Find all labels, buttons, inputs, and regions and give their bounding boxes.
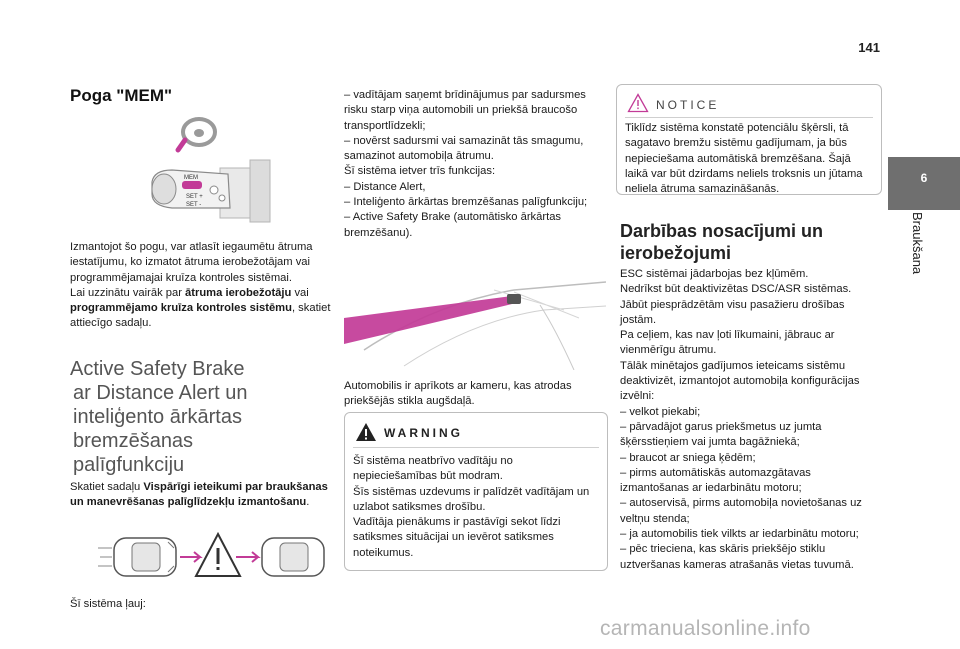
watermark: carmanualsonline.info bbox=[600, 617, 811, 640]
leading-car-icon bbox=[262, 538, 324, 576]
list-item: – braucot ar sniega ķēdēm; bbox=[620, 451, 756, 464]
see-section-paragraph bbox=[70, 480, 332, 511]
list-item: – Distance Alert, bbox=[344, 180, 426, 193]
chapter-tab[interactable] bbox=[888, 157, 960, 210]
divider bbox=[353, 447, 599, 448]
warning-line: Šīs sistēmas uzdevums ir palīdzēt vadītājam un uzlabot satiksmes drošību. bbox=[353, 485, 590, 513]
conditions-list bbox=[620, 267, 882, 573]
camera-beam bbox=[344, 296, 512, 344]
list-item: – velkot piekabi; bbox=[620, 405, 701, 418]
link-general-recommendations: Vispārīgi ieteikumi par braukšanas un manevrēšanas palīglīdzekļu izmantošanu bbox=[70, 481, 328, 509]
system-allows-text: Šī sistēma ļauj: bbox=[70, 598, 146, 610]
notice-icon bbox=[627, 93, 649, 113]
chapter-title bbox=[912, 212, 926, 302]
stalk-label-mem: MEM bbox=[184, 175, 198, 181]
heading-active-safety-brake bbox=[70, 357, 332, 477]
mem-stalk-illustration bbox=[150, 110, 280, 235]
chapter-title-text: Braukšana bbox=[910, 212, 925, 275]
functions-list bbox=[344, 88, 606, 241]
warning-line: Šī sistēma neatbrīvo vadītāju no nepieciešamības būt modram. bbox=[353, 455, 513, 483]
list-item: ESC sistēmai jādarbojas bez kļūmēm. bbox=[620, 268, 809, 280]
list-item: Pa ceļiem, kas nav ļoti līkumaini, jābrauc ar vienmērīgu ātrumu. bbox=[620, 329, 835, 357]
heading-line: Darbības nosacījumi un bbox=[620, 221, 824, 241]
list-item: Nedrīkst būt deaktivizētas DSC/ASR sistēmas. bbox=[620, 283, 852, 296]
heading-line: Active Safety Brake bbox=[70, 358, 245, 380]
list-item: – Inteliģento ārkārtas bremzēšanas palīgfunkciju; bbox=[344, 196, 588, 209]
warning-title: WARNING bbox=[384, 426, 463, 440]
warning-line: Vadītāja pienākums ir pastāvīgi sekot līdzi satiksmes situācijai un ievērot satiksmes noteikumus. bbox=[353, 516, 561, 559]
list-item: – novērst sadursmi vai samazināt tās smagumu, samazinot automobiļa ātrumu. bbox=[344, 134, 584, 163]
list-item: – autoservisā, pirms automobiļa novietošanas uz veltņu stenda; bbox=[620, 497, 862, 525]
page-number: 141 bbox=[858, 40, 880, 55]
link-speed-limiter: ātruma ierobežotāju bbox=[185, 286, 292, 299]
heading-conditions-limitations bbox=[620, 220, 882, 264]
list-item: – pirms automātiskās automazgātavas izmantošanas ar iedarbinātu motoru; bbox=[620, 466, 811, 495]
chapter-number: 6 bbox=[920, 171, 928, 185]
collision-warning-illustration bbox=[98, 530, 330, 584]
mem-paragraph-part: vai bbox=[291, 286, 309, 299]
notice-body: Tiklīdz sistēma konstatē potenciālu šķērsli, tā sagatavo bremžu sistēmu gadījumam, ja būs nepieciešama automātiskā bremzēšana. Šajā laikā var būt dzirdams neliels troksnis un jūtama neliela ātruma samazināšanās. bbox=[625, 122, 863, 196]
link-cruise-control: programmējamo kruīza kontroles sistēmu bbox=[70, 302, 292, 315]
notice-title: NOTICE bbox=[656, 98, 720, 112]
divider bbox=[625, 117, 873, 118]
list-item: – ja automobilis tiek vilkts ar iedarbinātu motoru; bbox=[620, 528, 859, 541]
list-item: – pēc trieciena, kas skāris priekšējo stiklu uztveršanas kameras atrašanās vietas tuvumā. bbox=[620, 543, 854, 571]
mem-paragraph-part: Lai uzzinātu vairāk par bbox=[70, 286, 186, 299]
list-item: – vadītājam saņemt brīdinājumus par sadursmes risku starp viņa automobili un priekšā braucošo transportlīdzekli; bbox=[344, 89, 586, 132]
list-item: Šī sistēma ietver trīs funkcijas: bbox=[344, 165, 496, 178]
heading-line: bremzēšanas bbox=[73, 430, 194, 452]
list-item: Jābūt piesprādzētām visu pasažieru drošības jostām. bbox=[620, 298, 845, 326]
heading-line: ar Distance Alert un bbox=[73, 382, 248, 404]
warning-box bbox=[344, 412, 608, 571]
warning-body bbox=[353, 454, 599, 561]
see-section-part: . bbox=[306, 496, 310, 509]
notice-box bbox=[616, 84, 882, 195]
warning-triangle-icon bbox=[196, 534, 240, 576]
mem-paragraph-intro: Izmantojot šo pogu, var atlasīt iegaumētu ātruma iestatījumu, ko izmatot ātruma ierobežotājam vai programmējamajai kruīza kontroles sistēmai. bbox=[70, 241, 313, 284]
following-car-icon bbox=[98, 538, 176, 576]
list-item: – Active Safety Brake (automātisko ārkārtas bremzēšanu). bbox=[344, 211, 562, 239]
mem-paragraph bbox=[70, 240, 332, 332]
steering-wheel-icon bbox=[178, 119, 215, 150]
stalk-label-set-minus: SET - bbox=[186, 202, 202, 208]
heading-mem: Poga "MEM" bbox=[70, 86, 173, 105]
camera-icon bbox=[507, 294, 521, 304]
see-section-part: Skatiet sadaļu bbox=[70, 481, 144, 493]
heading-line: palīgfunkciju bbox=[73, 454, 185, 476]
camera-caption: Automobilis ir aprīkots ar kameru, kas atrodas priekšējās stikla augšdaļā. bbox=[344, 380, 572, 408]
stalk-label-set-plus: SET + bbox=[186, 194, 203, 200]
mem-paragraph-part: , skatiet attiecīgo sadaļu. bbox=[70, 302, 331, 330]
warning-icon bbox=[355, 422, 377, 442]
heading-line: ierobežojumi bbox=[620, 243, 732, 263]
windscreen-camera-illustration bbox=[344, 270, 606, 370]
heading-line: inteliģento ārkārtas bbox=[73, 406, 242, 428]
list-item: Tālāk minētajos gadījumos ieteicams sistēmu deaktivizēt, izmantojot automobiļa konfigurācijas izvēlni: bbox=[620, 359, 860, 403]
list-item: – pārvadājot garus priekšmetus uz jumta šķērsstieņiem vai jumta bagāžniekā; bbox=[620, 420, 822, 449]
